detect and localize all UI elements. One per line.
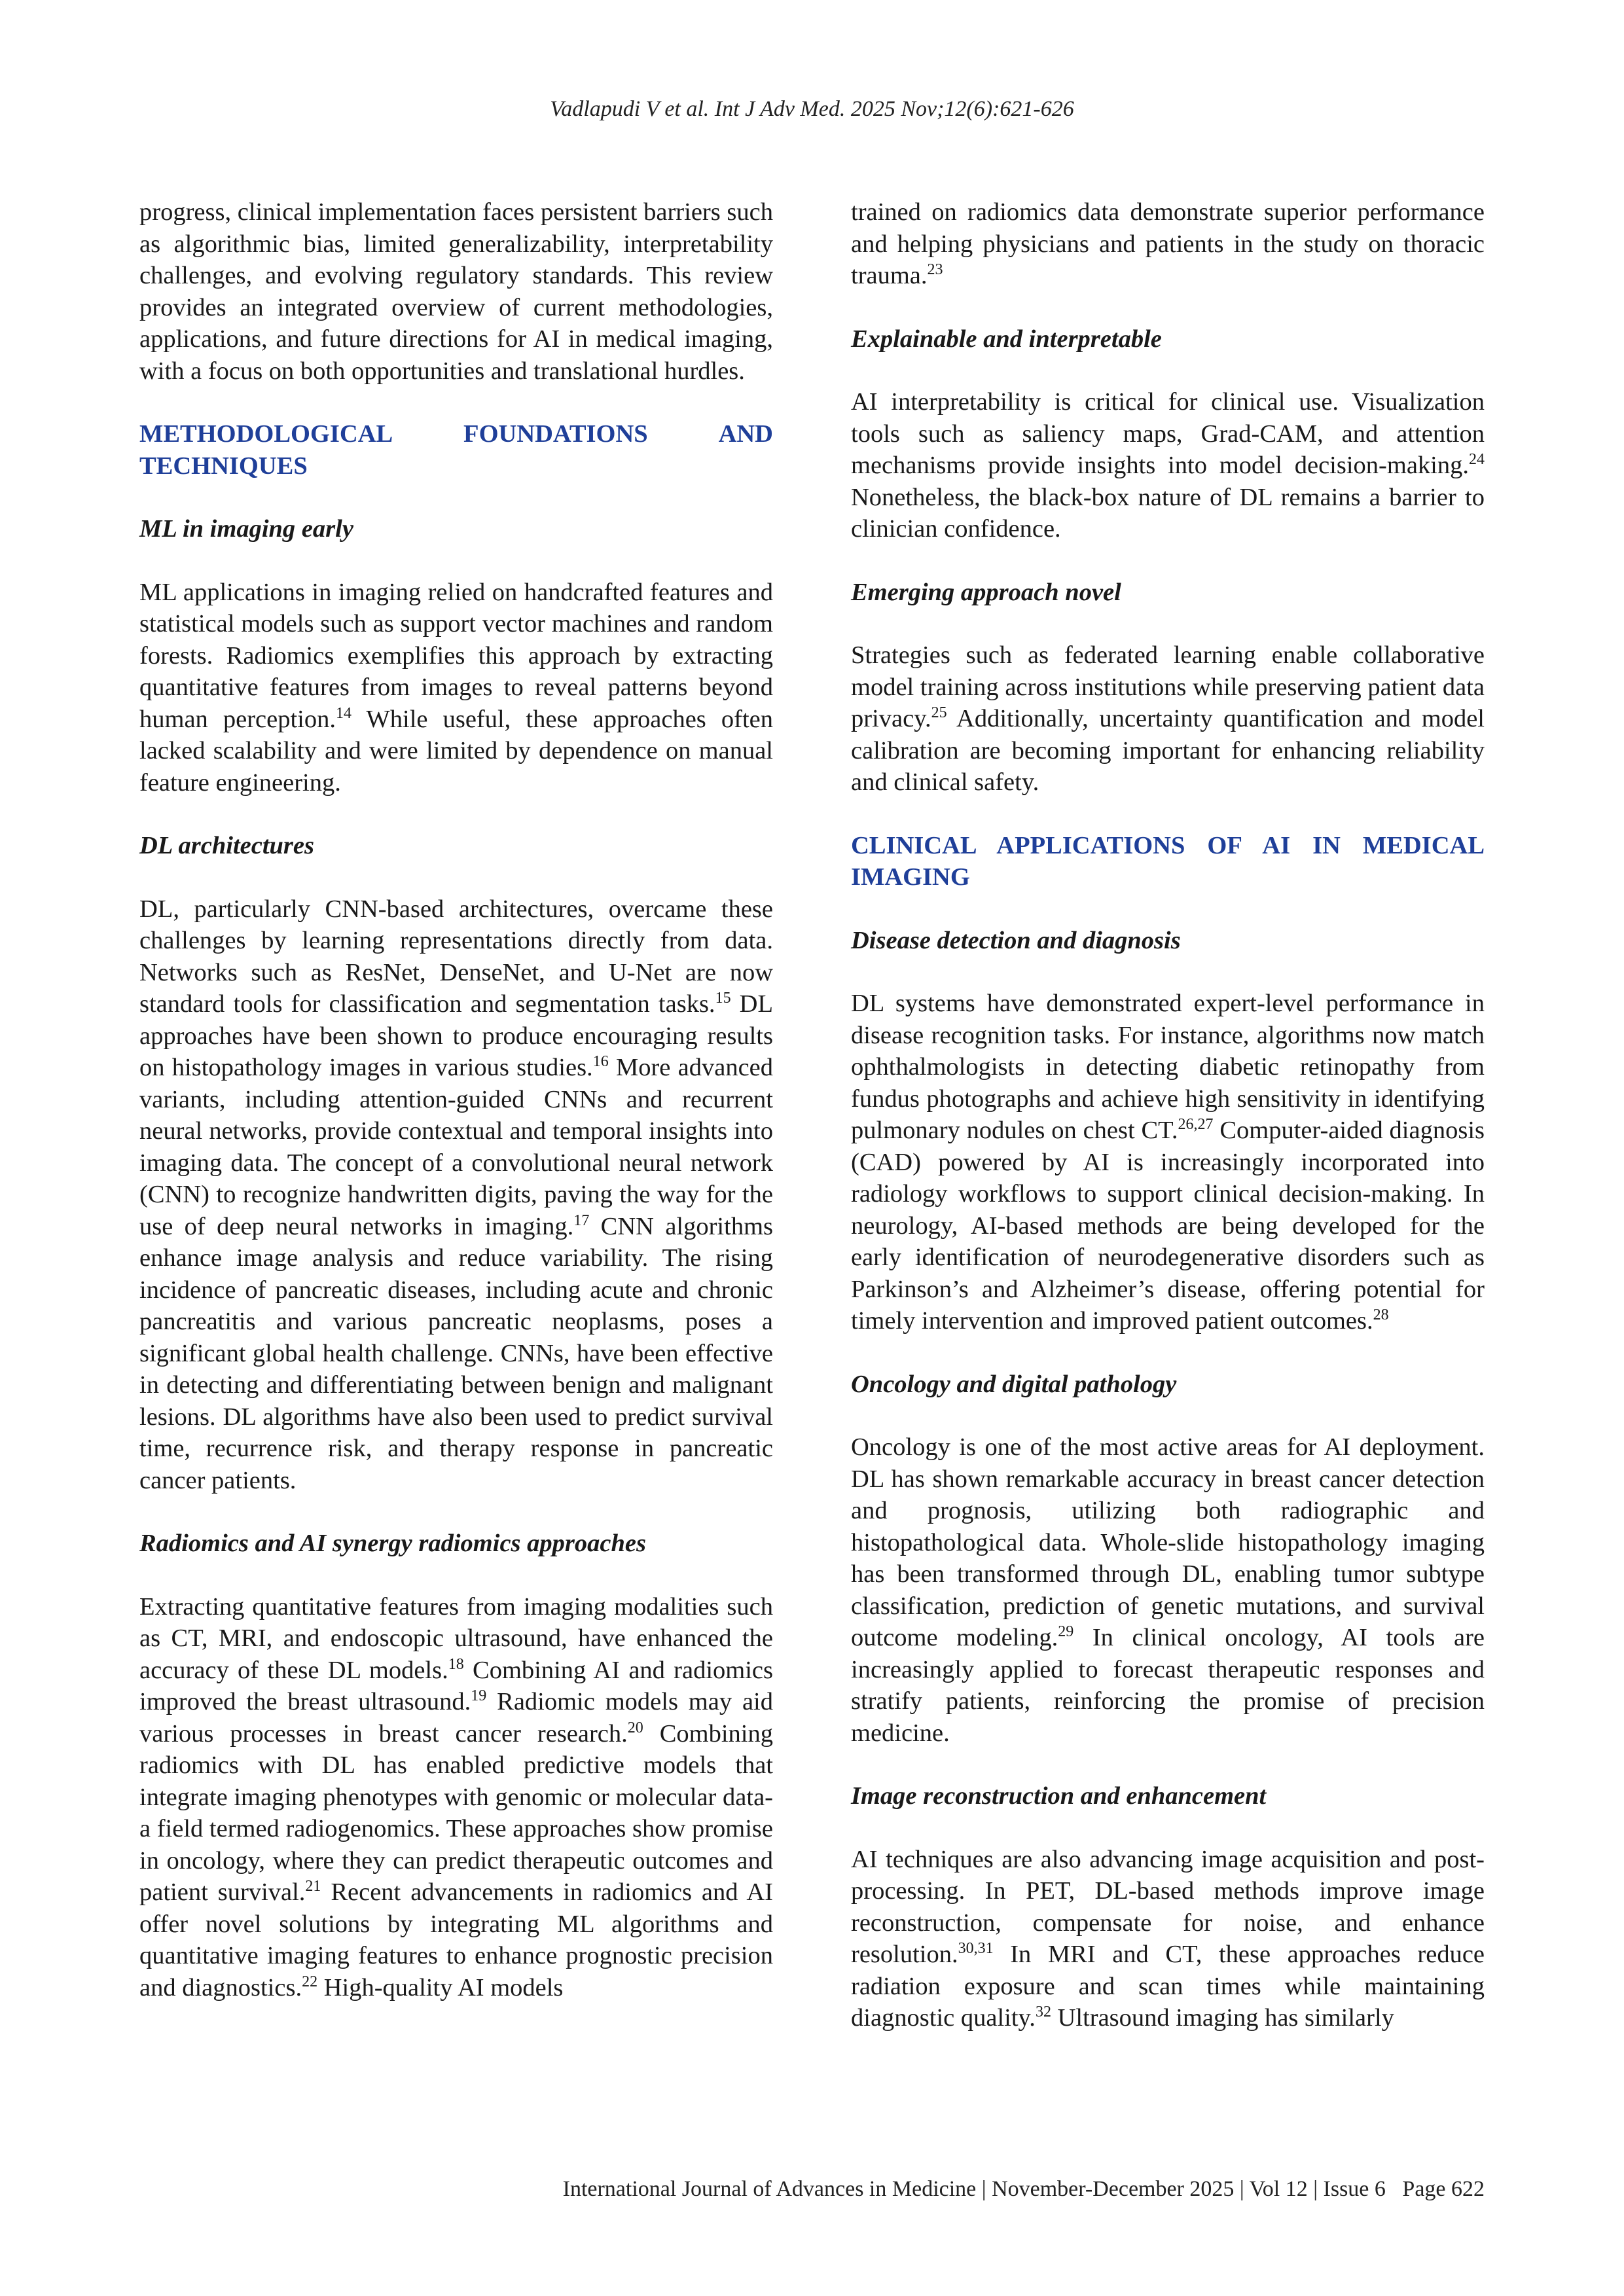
subheading-explainable: Explainable and interpretable	[851, 325, 1162, 353]
citation-ref: 15	[715, 990, 731, 1007]
ml-paragraph: ML applications in imaging relied on handcrafted features and statistical models such as support vector machines and random forests. Radiomics exemplifies this approach by extracting quantitative features from images to reveal patterns beyond human perception.$^{14}$ While useful, these approaches often lacked scalability and were limited by dependence on manual feature engineering.	[139, 578, 773, 797]
citation-ref: 26,27	[1178, 1116, 1214, 1134]
subheading-emerging-approach: Emerging approach novel	[851, 578, 1121, 606]
citation-ref: 17	[573, 1211, 590, 1229]
right-column	[851, 196, 1485, 2066]
citation-ref: 20	[627, 1719, 643, 1736]
intro-paragraph: progress, clinical implementation faces persistent barriers such as algorithmic bias, limited generalizability, interpretability challenges, and evolving regulatory standards. This review provides an integrated overview of current methodologies, applications, and future directions for AI in medical imaging, with a focus on both opportunities and translational hurdles.	[139, 198, 773, 385]
citation-ref: 25	[931, 704, 947, 722]
page-number: Page 622	[1402, 2177, 1485, 2201]
citation-ref: 19	[471, 1687, 487, 1705]
citation-ref: 16	[592, 1053, 609, 1071]
section-heading-clinical-applications: CLINICAL APPLICATIONS OF AI IN MEDICAL IMAGING	[851, 831, 1485, 891]
journal-info: International Journal of Advances in Medicine | November-December 2025 | Vol 12 | Issue 6	[562, 2177, 1386, 2201]
explainable-paragraph: AI interpretability is critical for clinical use. Visualization tools such as saliency maps, Grad-CAM, and attention mechanisms provide insights into model decision-making.$^{24}$ Nonetheless, the black-box nature of DL remains a barrier to clinician confidence.	[851, 388, 1485, 543]
section-heading-methodological-foundations: METHODOLOGICAL FOUNDATIONS AND TECHNIQUES	[139, 420, 773, 480]
subheading-image-reconstruction: Image reconstruction and enhancement	[851, 1782, 1267, 1810]
citation-ref: 23	[927, 261, 943, 279]
radiomics-paragraph: Extracting quantitative features from imaging modalities such as CT, MRI, and endoscopic ultrasound, have enhanced the accuracy of these DL models.$^{18}$ Combining AI and radiomics improved the breast ultrasound.$^{19}$ Radiomic models may aid various processes in breast cancer research.$^{20}$ Combining radiomics with DL has enabled predictive models that integrate imaging phenotypes with genomic or molecular data-a field termed radiogenomics. These approaches show promise in oncology, where they can predict therapeutic outcomes and patient survival.$^{21}$ Recent advancements in radiomics and AI offer novel solutions by integrating ML algorithms and quantitative imaging features to enhance prognostic precision and diagnostics.$^{22}$ High-quality AI models	[139, 1592, 773, 2001]
continued-paragraph: trained on radiomics data demonstrate superior performance and helping physicians and patients in the study on thoracic trauma.$^{23}$	[851, 198, 1485, 289]
oncology-paragraph: Oncology is one of the most active areas for AI deployment. DL has shown remarkable accuracy in breast cancer detection and prognosis, utilizing both radiographic and histopathological data. Whole-slide histopathology imaging has been transformed through DL, enabling tumor subtype classification, prediction of genetic mutations, and survival outcome modeling.$^{29}$ In clinical oncology, AI tools are increasingly applied to forecast therapeutic responses and stratify patients, reinforcing the promise of precision medicine.	[851, 1433, 1485, 1747]
citation-ref: 24	[1469, 451, 1485, 469]
running-footer	[563, 2177, 1485, 2202]
citation-ref: 21	[305, 1878, 321, 1895]
citation-ref: 22	[302, 1973, 318, 1990]
citation-ref: 32	[1035, 2003, 1051, 2021]
subheading-dl-architectures: DL architectures	[139, 832, 314, 859]
citation-ref: 30,31	[958, 1940, 994, 1958]
subheading-disease-detection: Disease detection and diagnosis	[851, 926, 1181, 954]
subheading-radiomics-ai-synergy: Radiomics and AI synergy radiomics approaches	[139, 1530, 646, 1557]
citation-ref: 14	[336, 704, 352, 722]
reconstruction-paragraph: AI techniques are also advancing image acquisition and post-processing. In PET, DL-based methods improve image reconstruction, compensate for noise, and enhance resolution.$^{30,31}$ In MRI and CT, these approaches reduce radiation exposure and scan times while maintaining diagnostic quality.$^{32}$ Ultrasound imaging has similarly	[851, 1845, 1485, 2032]
detection-paragraph: DL systems have demonstrated expert-level performance in disease recognition tasks. For instance, algorithms now match ophthalmologists in detecting diabetic retinopathy from fundus photographs and achieve high sensitivity in identifying pulmonary nodules on chest CT.$^{26,27}$ Computer-aided diagnosis (CAD) powered by AI is increasingly incorporated into radiology workflows to support clinical decision-making. In neurology, AI-based methods are being developed for the early identification of neurodegenerative disorders such as Parkinson’s and Alzheimer’s disease, offering potential for timely intervention and improved patient outcomes.$^{28}$	[851, 990, 1485, 1335]
citation-ref: 29	[1058, 1623, 1074, 1641]
citation-ref: 18	[448, 1655, 464, 1673]
left-column	[139, 196, 773, 2035]
subheading-oncology: Oncology and digital pathology	[851, 1370, 1177, 1398]
citation-ref: 28	[1373, 1306, 1389, 1324]
subheading-ml-in-imaging: ML in imaging early	[139, 515, 353, 543]
emerging-paragraph: Strategies such as federated learning enable collaborative model training across institutions while preserving patient data privacy.$^{25}$ Additionally, uncertainty quantification and model calibration are becoming important for enhancing reliability and clinical safety.	[851, 641, 1485, 796]
running-header: Vadlapudi V et al. Int J Adv Med. 2025 Nov;12(6):621-626	[550, 97, 1074, 121]
dl-paragraph: DL, particularly CNN-based architectures, overcame these challenges by learning representations directly from data. Networks such as ResNet, DenseNet, and U-Net are now standard tools for classification and segmentation tasks.$^{15}$ DL approaches have been shown to produce encouraging results on histopathology images in various studies.$^{16}$ More advanced variants, including attention-guided CNNs and recurrent neural networks, provide contextual and temporal insights into imaging data. The concept of a convolutional neural network (CNN) to recognize handwritten digits, paving the way for the use of deep neural networks in imaging.$^{17}$ CNN algorithms enhance image analysis and reduce variability. The rising incidence of pancreatic diseases, including acute and chronic pancreatitis and various pancreatic neoplasms, poses a significant global health challenge. CNNs, have been effective in detecting and differentiating between benign and malignant lesions. DL algorithms have also been used to predict survival time, recurrence risk, and therapy response in pancreatic cancer patients.	[139, 895, 774, 1494]
